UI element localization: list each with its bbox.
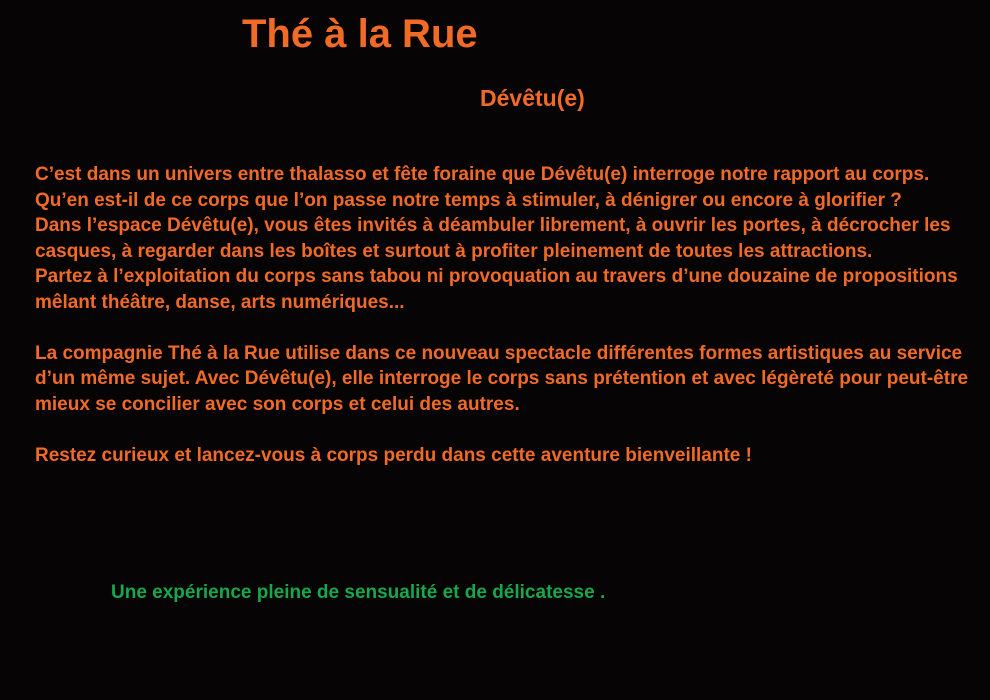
- paragraph-closing: Restez curieux et lancez-vous à corps perdu dans cette aventure bienveillante !: [35, 444, 752, 466]
- paragraph-company: La compagnie Thé à la Rue utilise dans ce nouveau spectacle différentes formes artistiques au service d’un même sujet. Avec Dévêtu(e), elle interroge le corps sans prétention et avec légèreté pour peut-être mieux se concilier avec son corps et celui des autres.: [35, 342, 969, 415]
- description-body: [35, 162, 980, 468]
- paragraph-exploration: Partez à l’exploitation du corps sans tabou ni provoquation au travers d’une douzaine de propositions mêlant théâtre, danse, arts numériques...: [35, 266, 958, 313]
- page-title: Thé à la Rue: [242, 12, 478, 56]
- tagline: Une expérience pleine de sensualité et de délicatesse .: [111, 582, 606, 603]
- paragraph-question: Qu’en est-il de ce corps que l’on passe notre temps à stimuler, à dénigrer ou encore à glorifier ?: [35, 189, 902, 211]
- paragraph-spacer: [35, 417, 980, 443]
- paragraph-invitation: Dans l’espace Dévêtu(e), vous êtes invités à déambuler librement, à ouvrir les portes, à décrocher les casques, à regarder dans les boîtes et surtout à profiter pleinement de toutes les attractions.: [35, 215, 951, 262]
- show-title: Dévêtu(e): [480, 85, 585, 111]
- paragraph-intro: C’est dans un univers entre thalasso et fête foraine que Dévêtu(e) interroge notre rapport au corps.: [35, 164, 930, 185]
- paragraph-spacer: [35, 315, 980, 341]
